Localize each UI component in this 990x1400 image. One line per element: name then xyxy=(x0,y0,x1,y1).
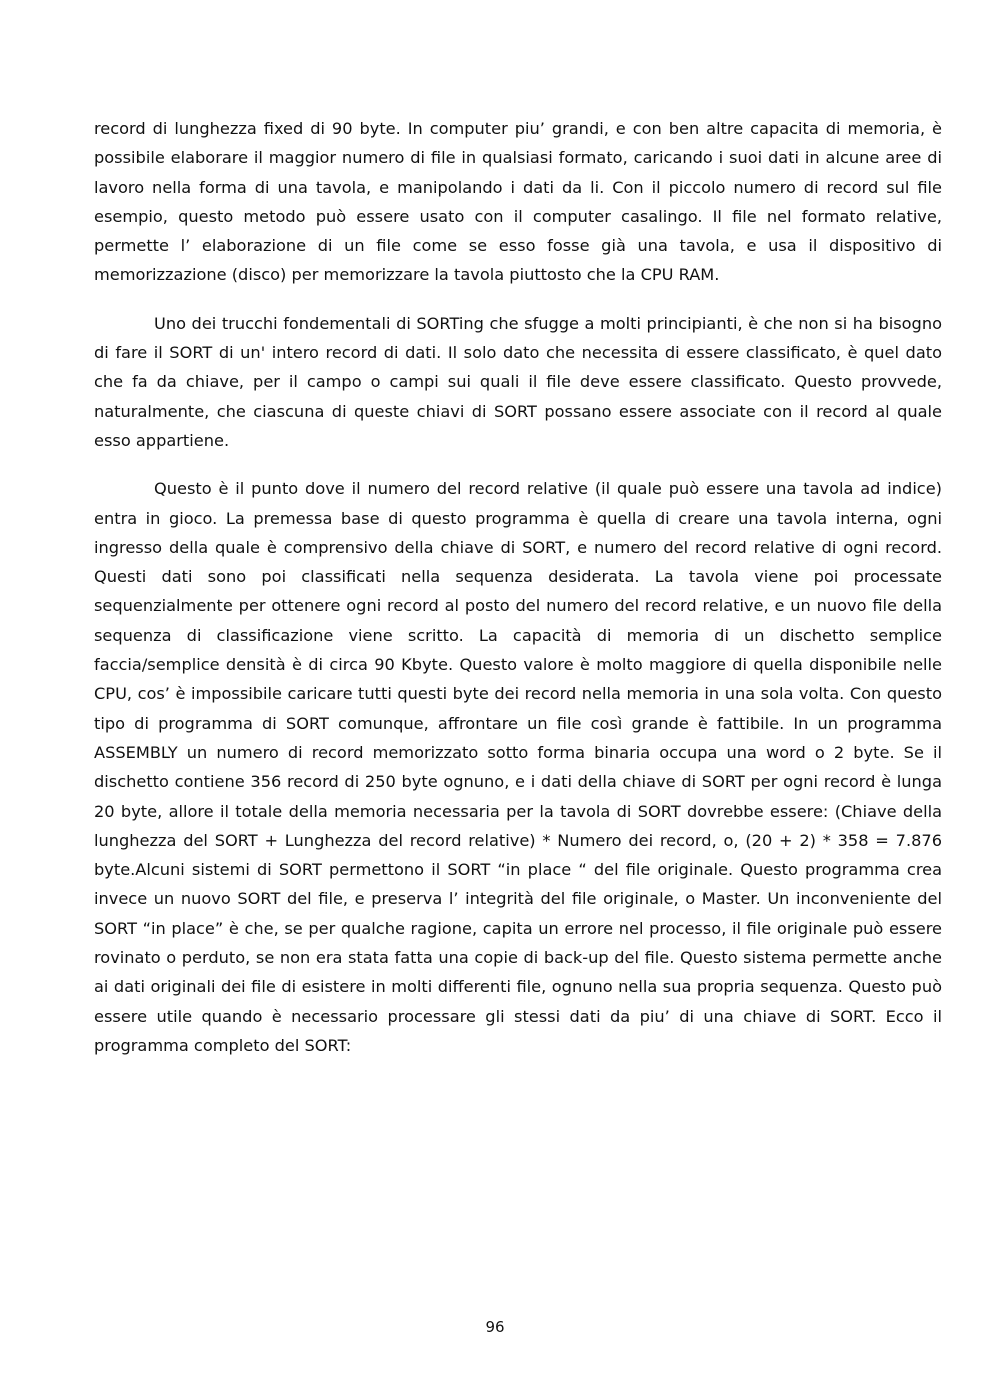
paragraph-3: Questo è il punto dove il numero del record relative (il quale può essere una tavola ad indice) entra in gioco. La premessa base di questo programma è quella di creare una tavola interna, ogni ingresso della quale è comprensivo della chiave di SORT, e numero del record relative di ogni record. Questi dati sono poi classificati nella sequenza desiderata. La tavola viene poi processate sequenzialmente per ottenere ogni record al posto del numero del record relative, e un nuovo file della sequenza di classificazione viene scritto. La capacità di memoria di un dischetto semplice faccia/semplice densità è di circa 90 Kbyte. Questo valore è molto maggiore di quella disponibile nelle CPU, cos’ è impossibile caricare tutti questi byte dei record nella memoria in una sola volta. Con questo tipo di programma di SORT comunque, affrontare un file così grande è fattibile. In un programma ASSEMBLY un numero di record memorizzato sotto forma binaria occupa una word o 2 byte. Se il dischetto contiene 356 record di 250 byte ognuno, e i dati della chiave di SORT per ogni record è lunga 20 byte, allore il totale della memoria necessaria per la tavola di SORT dovrebbe essere: (Chiave della lunghezza del SORT + Lunghezza del record relative) * Numero dei record, o, (20 + 2) * 358 = 7.876 byte.Alcuni sistemi di SORT permettono il SORT “in place “ del file originale. Questo programma crea invece un nuovo SORT del file, e preserva l’ integrità del file originale, o Master. Un inconveniente del SORT “in place” è che, se per qualche ragione, capita un errore nel processo, il file originale può essere rovinato o perduto, se non era stata fatta una copie di back-up del file. Questo sistema permette anche ai dati originali dei file di esistere in molti differenti file, ognuno nella sua propria sequenza. Questo può essere utile quando è necessario processare gli stessi dati da piu’ di una chiave di SORT. Ecco il programma completo del SORT: xyxy=(94,479,942,1055)
paragraph-1: record di lunghezza fixed di 90 byte. In computer piu’ grandi, e con ben altre capacita di memoria, è possibile elaborare il maggior numero di file in qualsiasi formato, caricando i suoi dati in alcune aree di lavoro nella forma di una tavola, e manipolando i dati da li. Con il piccolo numero di record sul file esempio, questo metodo può essere usato con il computer casalingo. Il file nel formato relative, permette l’ elaborazione di un file come se esso fosse già una tavola, e usa il dispositivo di memorizzazione (disco) per memorizzare la tavola piuttosto che la CPU RAM. xyxy=(94,119,942,285)
page-number: 96 xyxy=(485,1318,505,1336)
paragraph-2: Uno dei trucchi fondementali di SORTing che sfugge a molti principianti, è che non si ha bisogno di fare il SORT di un' intero record di dati. Il solo dato che necessita di essere classificato, è quel dato che fa da chiave, per il campo o campi sui quali il file deve essere classificato. Questo provvede, naturalmente, che ciascuna di queste chiavi di SORT possano essere associate con il record al quale esso appartiene. xyxy=(94,313,942,450)
body-text xyxy=(94,114,942,1060)
